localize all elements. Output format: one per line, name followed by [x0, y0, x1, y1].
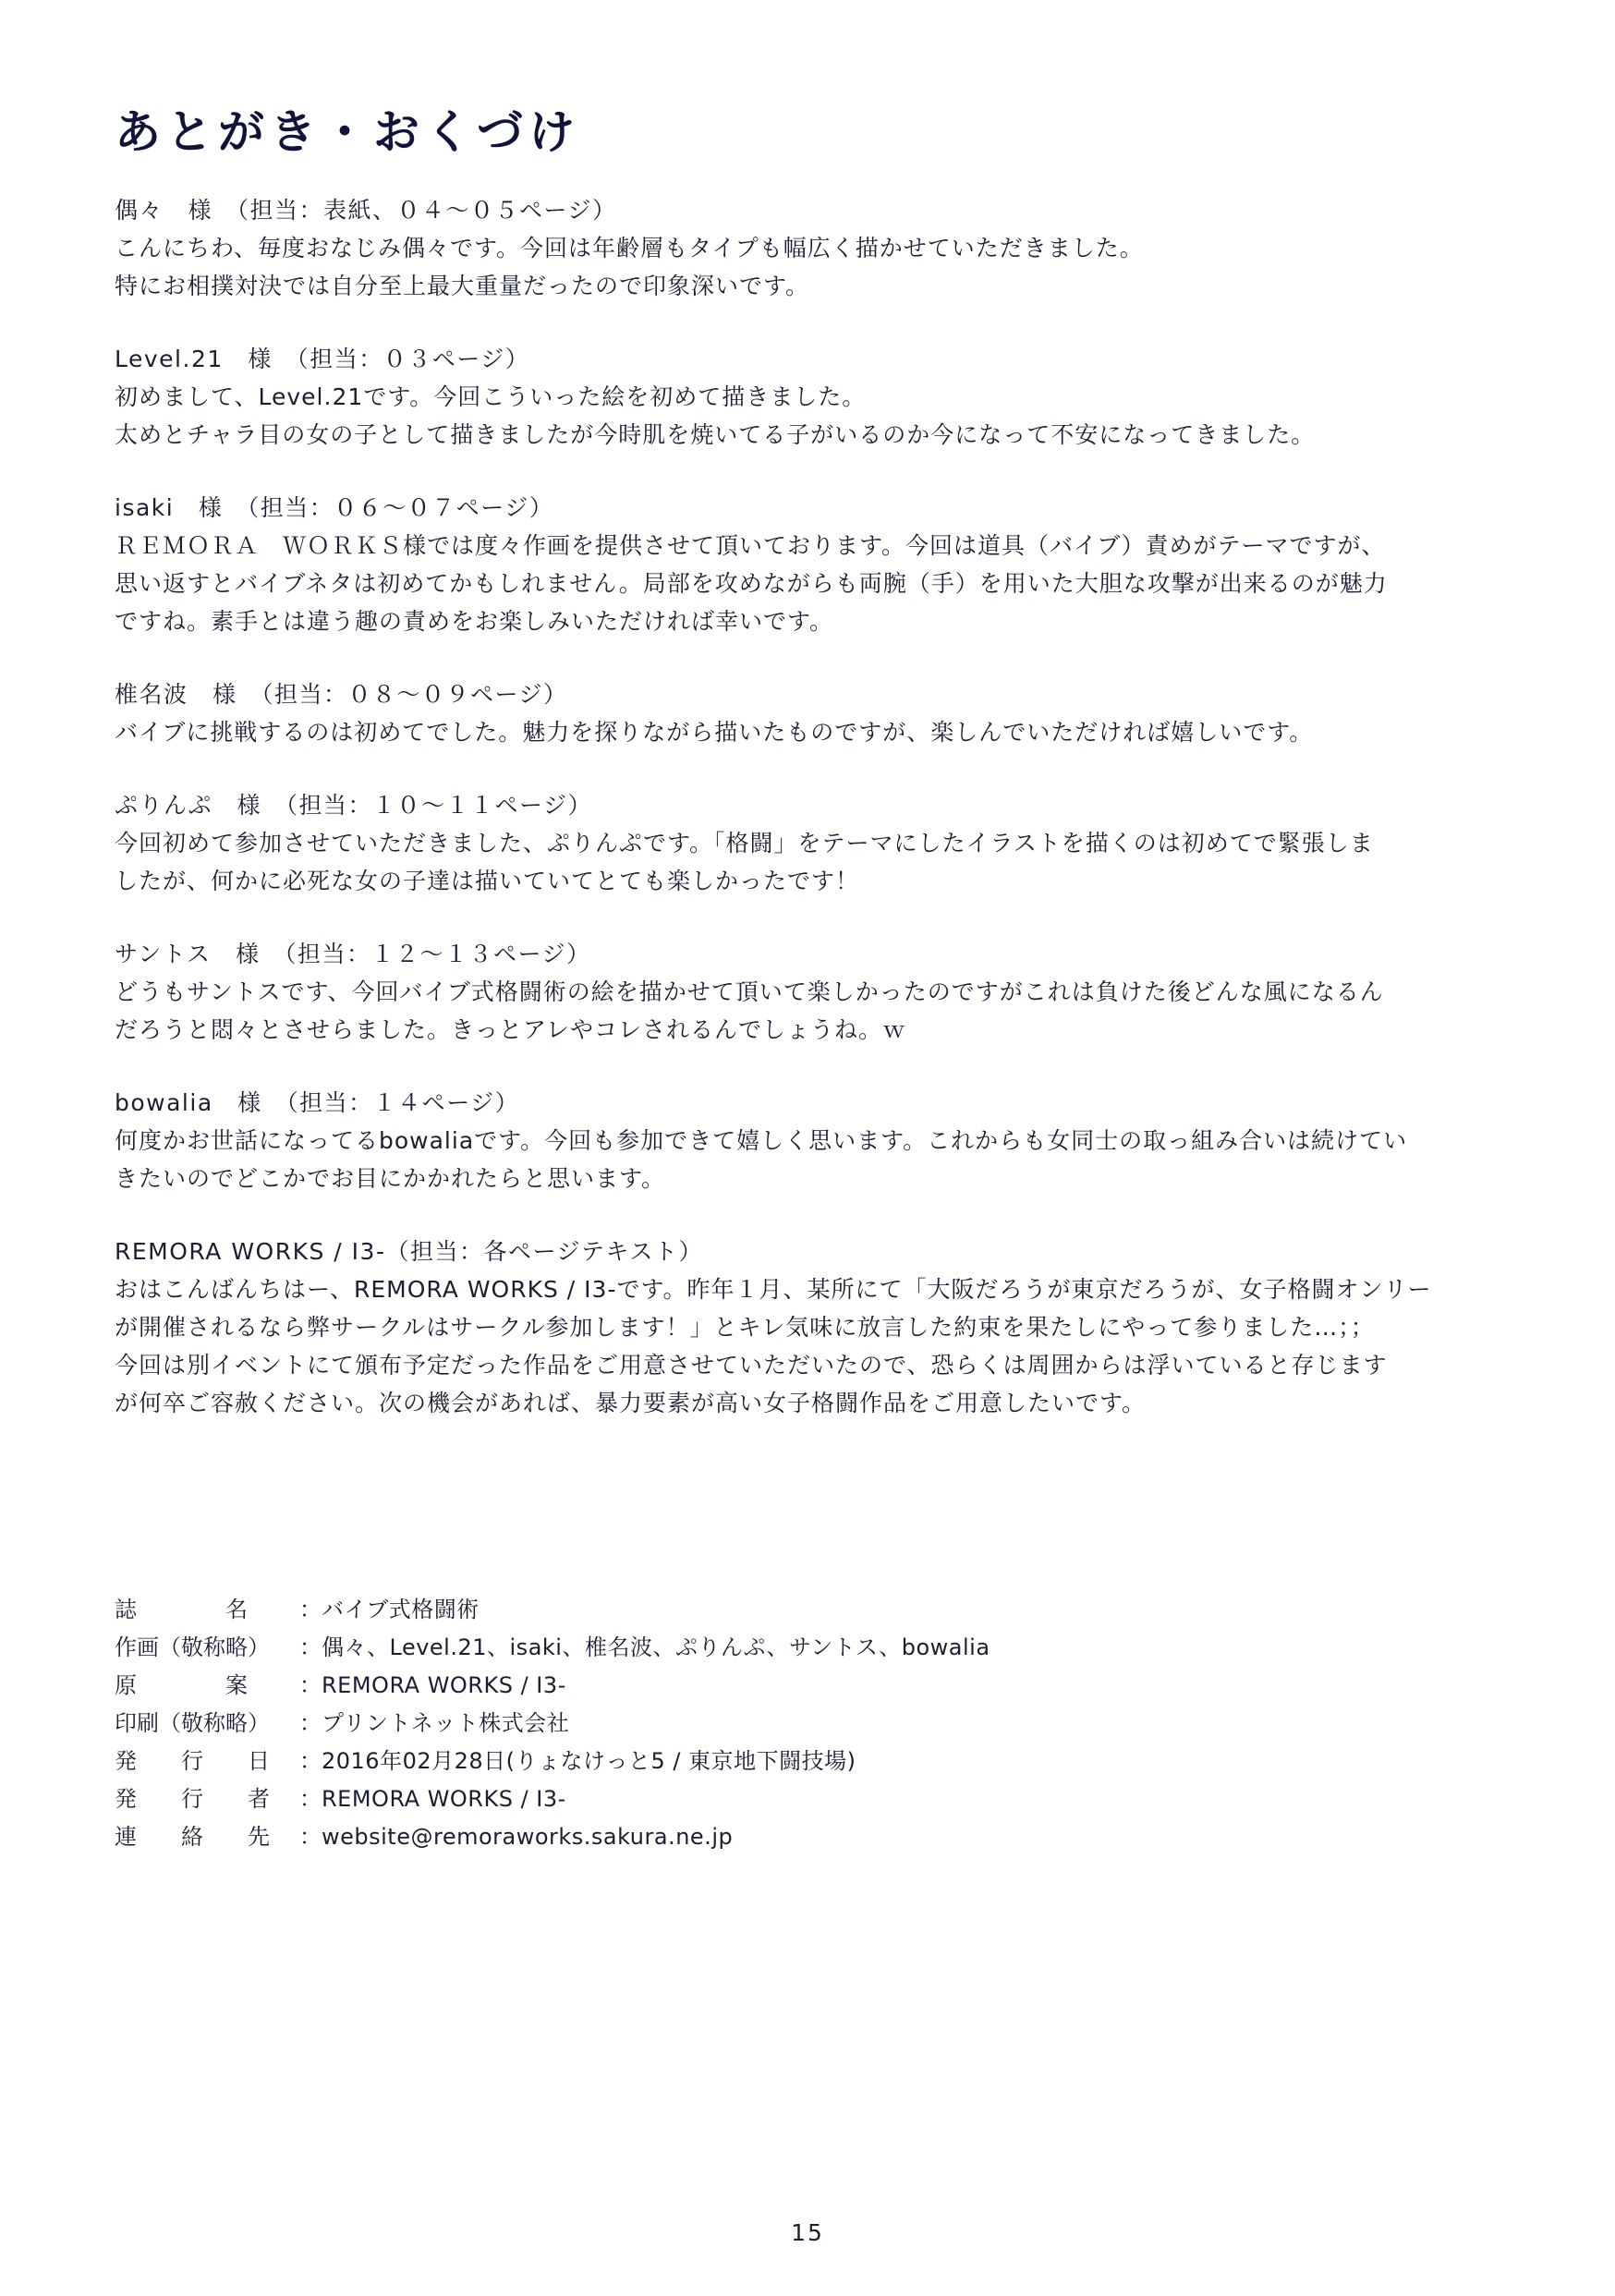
colophon-value: バイブ式格闘術 [322, 1597, 480, 1622]
credit-line: どうもサントスです、今回バイブ式格闘術の絵を描かせて頂いて楽しかったのですがこれは負けた後どんな風になるん [115, 978, 1384, 1005]
colophon-value: REMORA WORKS / I3- [322, 1786, 566, 1812]
credit-line: 特にお相撲対決では自分至上最大重量だったので印象深いです。 [115, 273, 810, 299]
colophon-separator: ： [299, 1672, 322, 1698]
colophon-value: 2016年02月28日(りょなけっと5 / 東京地下闘技場) [322, 1748, 856, 1774]
colophon-separator: ： [299, 1786, 322, 1812]
colophon-label: 誌 名 [115, 1597, 248, 1622]
colophon-row [115, 1705, 990, 1743]
credits [115, 191, 1519, 1457]
colophon-value: REMORA WORKS / I3- [322, 1672, 566, 1698]
colophon-label: 連 絡 先 [115, 1824, 270, 1850]
credit-line: が何卒ご容赦ください。次の機会があれば、暴力要素が高い女子格闘作品をご用意したいです。 [115, 1390, 1147, 1416]
colophon-value: 偶々、Level.21、isaki、椎名波、ぷりんぷ、サントス、bowalia [322, 1634, 990, 1660]
colophon-value: プリントネット株式会社 [322, 1710, 570, 1736]
colophon-separator: ： [299, 1824, 322, 1850]
credit-line: きたいのでどこかでお目にかかれたらと思います。 [115, 1165, 666, 1192]
credit-line: 初めまして、Level.21です。今回こういった絵を初めて描きました。 [115, 383, 867, 410]
credit-section [115, 489, 1519, 640]
colophon-separator: ： [299, 1634, 322, 1660]
colophon-row [115, 1667, 990, 1705]
credit-line: 思い返すとバイブネタは初めてかもしれません。局部を攻めながらも両腕（手）を用いた大胆な攻撃が出来るのが魅力 [115, 570, 1388, 597]
colophon-value: website@remoraworks.sakura.ne.jp [322, 1824, 734, 1850]
credit-header: Level.21 様 （担当：０３ページ） [115, 346, 530, 372]
credit-line: ですね。素手とは違う趣の責めをお楽しみいただければ幸いです。 [115, 608, 834, 635]
colophon-label: 発 行 者 [115, 1786, 270, 1812]
credit-line: 今回初めて参加させていただきました、ぷりんぷです。「格闘」をテーマにしたイラストを描くのは初めてで緊張しま [115, 830, 1374, 856]
credit-section [115, 935, 1519, 1049]
credit-header: サントス 様 （担当：１２～１３ページ） [115, 941, 591, 967]
credit-line: 太めとチャラ目の女の子として描きましたが今時肌を焼いてる子がいるのか今になって不安になってきました。 [115, 421, 1316, 448]
colophon [115, 1591, 990, 1856]
page-number: 15 [791, 2219, 824, 2246]
colophon-label: 原 案 [115, 1672, 248, 1698]
credit-line: おはこんばんちはー、REMORA WORKS / I3-です。昨年１月、某所にて「大阪だろうが東京だろうが、女子格闘オンリー [115, 1276, 1432, 1303]
credit-line: 何度かお世話になってるbowaliaです。今回も参加できて嬉しく思います。これからも女同士の取っ組み合いは続けてい [115, 1127, 1408, 1154]
credit-header: 椎名波 様 （担当：０８～０９ページ） [115, 681, 568, 708]
colophon-row [115, 1629, 990, 1667]
credit-section [115, 1233, 1519, 1422]
colophon-label: 作画（敬称略） [115, 1634, 270, 1660]
colophon-label: 発 行 日 [115, 1748, 270, 1774]
colophon-separator: ： [299, 1748, 322, 1774]
credit-header: bowalia 様 （担当：１４ページ） [115, 1089, 520, 1116]
colophon-row [115, 1743, 990, 1780]
colophon-row [115, 1818, 990, 1856]
credit-line: ＲＥＭＯＲＡ ＷＯＲＫＳ様では度々作画を提供させて頂いております。今回は道具（バイブ）責めがテーマですが、 [115, 532, 1386, 559]
credit-header: ぷりんぷ 様 （担当：１０～１１ページ） [115, 792, 593, 819]
credit-header: isaki 様 （担当：０６～０７ページ） [115, 494, 554, 521]
credit-section [115, 675, 1519, 751]
credit-section [115, 1084, 1519, 1197]
credit-line: バイブに挑戦するのは初めてでした。魅力を探りながら描いたものですが、楽しんでいただければ嬉しいです。 [115, 719, 1314, 746]
credit-section [115, 786, 1519, 900]
colophon-separator: ： [299, 1710, 322, 1736]
page-title: あとがき・おくづけ [115, 105, 580, 159]
colophon-separator: ： [299, 1597, 322, 1622]
credit-header: 偶々 様 （担当：表紙、０４～０５ページ） [115, 197, 617, 224]
credit-line: こんにちわ、毎度おなじみ偶々です。今回は年齢層もタイプも幅広く描かせていただきました。 [115, 235, 1144, 261]
colophon-row [115, 1780, 990, 1818]
credit-line: 今回は別イベントにて頒布予定だった作品をご用意させていただいたので、恐らくは周囲からは浮いていると存じます [115, 1352, 1388, 1379]
colophon-row [115, 1591, 990, 1629]
credit-header: REMORA WORKS / I3-（担当：各ページテキスト） [115, 1238, 703, 1265]
credit-section [115, 191, 1519, 305]
credit-line: が開催されるなら弊サークルはサークル参加します！」とキレ気味に放言した約束を果たしにやって参りました…；； [115, 1314, 1375, 1341]
credit-line: したが、何かに必死な女の子達は描いていてとても楽しかったです！ [115, 868, 860, 894]
credit-section [115, 340, 1519, 454]
colophon-label: 印刷（敬称略） [115, 1710, 270, 1736]
credit-line: だろうと悶々とさせらました。きっとアレやコレされるんでしょうね。ｗ [115, 1016, 907, 1043]
